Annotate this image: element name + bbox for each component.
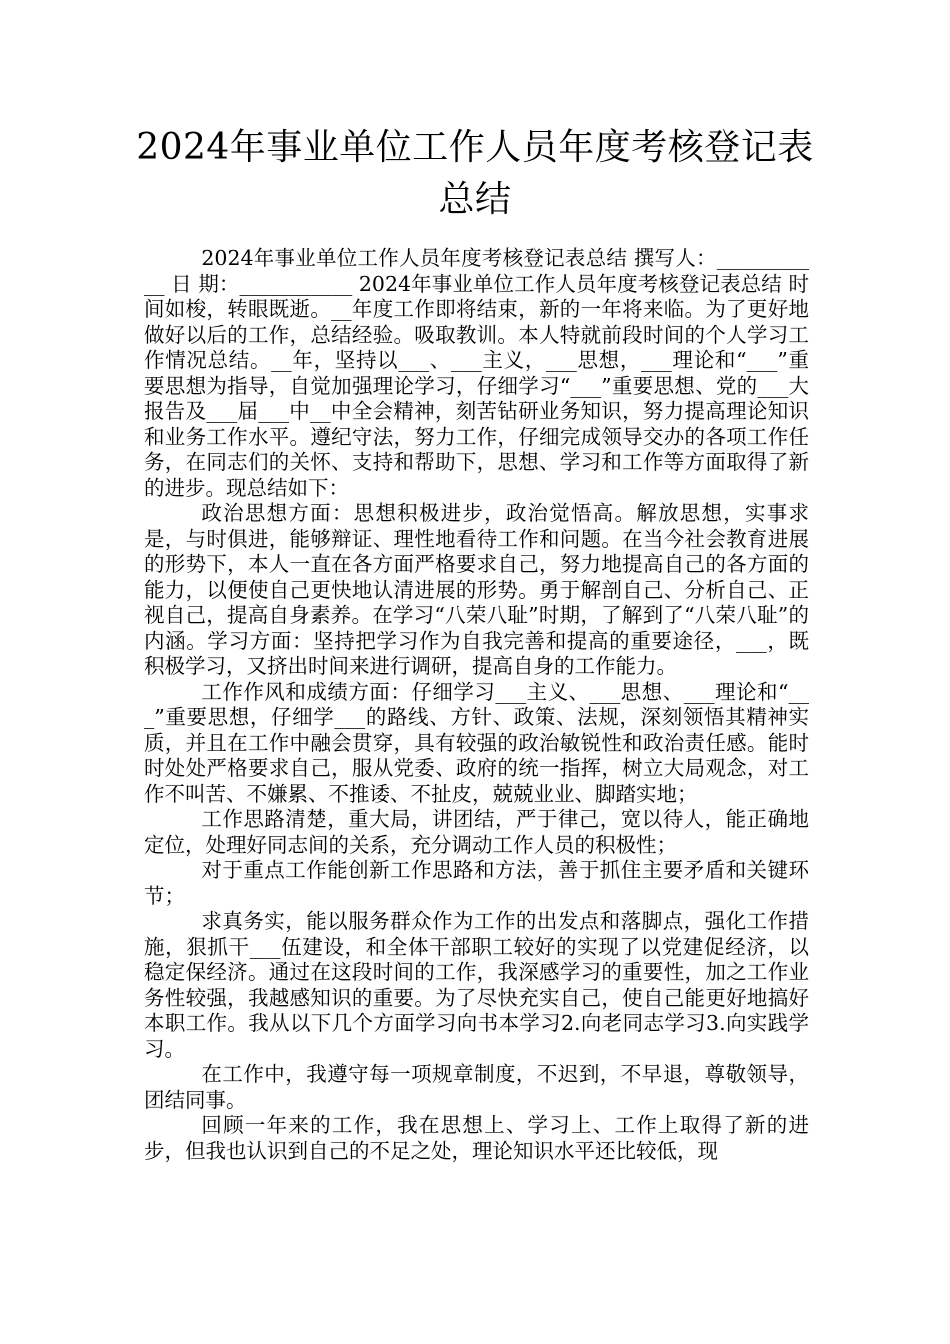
paragraph-work-style: 工作作风和成绩方面：仔细学习___主义、___思想、___理论和“___”重要思想，仔细学___的路线、方针、政策、法规，深刻领悟其精神实质，并且在工作中融会贯穿，具有较强的政治敏锐性和政治责任感。能时时处处严格要求自己，服从党委、政府的统一指挥，树立大局观念，对工作不叫苦、不嫌累、不推诿、不扯皮，兢兢业业、脚踏实地； bbox=[144, 679, 809, 806]
document-body bbox=[144, 246, 809, 1164]
paragraph-key-work: 对于重点工作能创新工作思路和方法，善于抓住主要矛盾和关键环节； bbox=[144, 858, 809, 908]
paragraph-political: 政治思想方面：思想积极进步，政治觉悟高。解放思想，实事求是，与时俱进，能够辩证、理性地看待工作和问题。在当今社会教育进展的形势下，本人一直在各方面严格要求自己，努力地提高自己的各方面的能力，以便使自己更快地认清进展的形势。勇于解剖自己、分析自己、正视自己，提高自身素养。在学习“八荣八耻”时期，了解到了“八荣八耻”的内涵。学习方面：坚持把学习作为自我完善和提高的重要途径，___，既积极学习，又挤出时间来进行调研，提高自身的工作能力。 bbox=[144, 501, 809, 678]
paragraph-review: 回顾一年来的工作，我在思想上、学习上、工作上取得了新的进步，但我也认识到自己的不足之处，理论知识水平还比较低，现 bbox=[144, 1113, 809, 1163]
paragraph-intro: 2024年事业单位工作人员年度考核登记表总结 撰写人：___________ 日 期：___________ 2024年事业单位工作人员年度考核登记表总结 时间如梭，转眼既逝。__年度工作即将结束，新的一年将来临。为了更好地做好以后的工作，总结经验。吸取教训。本人特就前段时间的个人学习工作情况总结。__年，坚持以___、___主义，___思想，___理论和“___”重要思想为指导，自觉加强理论学习，仔细学习“___”重要思想、党的___大报告及___届___中__中全会精神，刻苦钻研业务知识，努力提高理论知识和业务工作水平。遵纪守法，努力工作，仔细完成领导交办的各项工作任务，在同志们的关怀、支持和帮助下，思想、学习和工作等方面取得了新的进步。现总结如下： bbox=[144, 246, 809, 500]
paragraph-practical: 求真务实，能以服务群众作为工作的出发点和落脚点，强化工作措施，狠抓干___伍建设，和全体干部职工较好的实现了以党建促经济，以稳定保经济。通过在这段时间的工作，我深感学习的重要性，加之工作业务性较强，我越感知识的重要。为了尽快充实自己，使自己能更好地搞好本职工作。我从以下几个方面学习向书本学习2.向老同志学习3.向实践学习。 bbox=[144, 909, 809, 1061]
paragraph-discipline: 在工作中，我遵守每一项规章制度，不迟到，不早退，尊敬领导，团结同事。 bbox=[144, 1062, 809, 1112]
title-line-1: 2024年事业单位工作人员年度考核登记表 bbox=[136, 127, 814, 168]
paragraph-work-thinking: 工作思路清楚，重大局，讲团结，严于律己，宽以待人，能正确地定位，处理好同志间的关系，充分调动工作人员的积极性； bbox=[144, 807, 809, 857]
document-title bbox=[100, 122, 850, 226]
title-line-2: 总结 bbox=[438, 179, 512, 220]
